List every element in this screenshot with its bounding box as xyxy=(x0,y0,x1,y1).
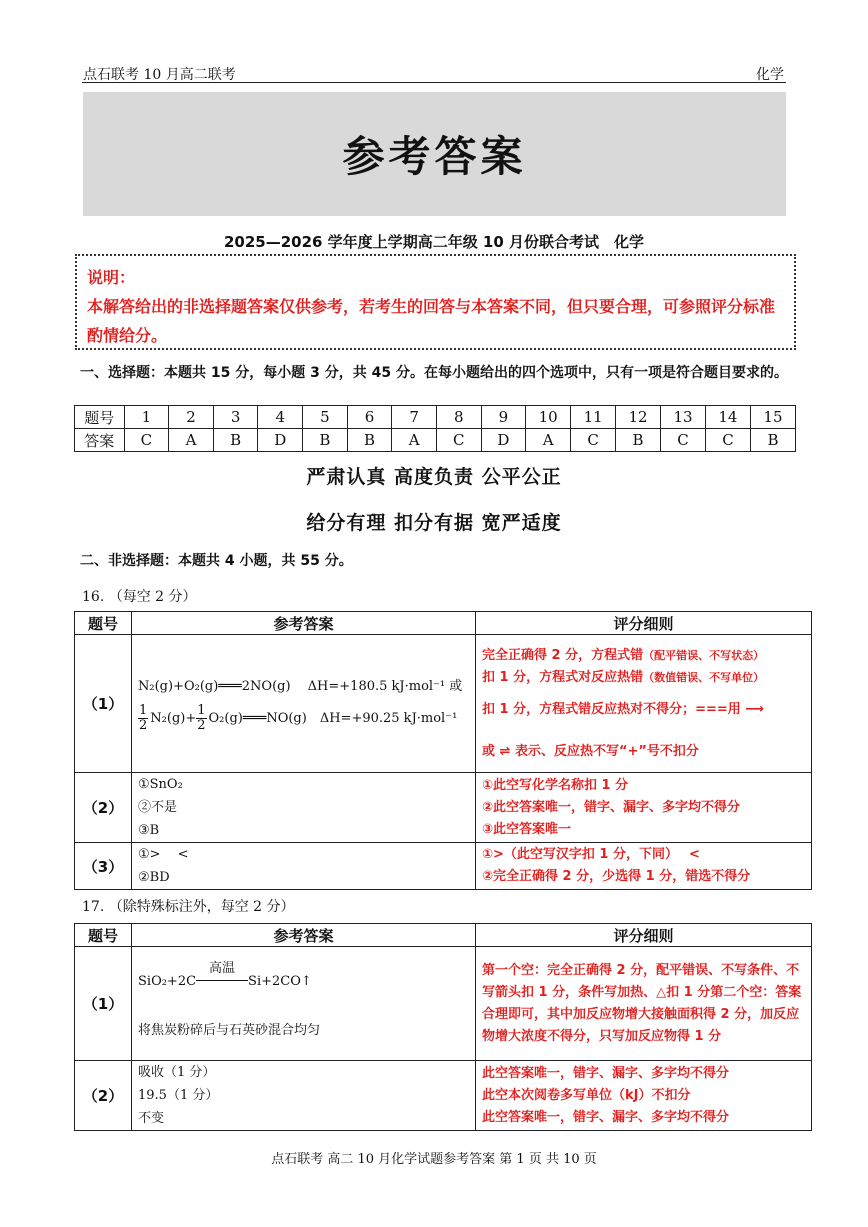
rule-cell xyxy=(476,773,812,843)
choice-answer: B xyxy=(750,429,795,452)
note-box xyxy=(75,254,796,350)
question-number: 11 xyxy=(571,406,616,429)
choice-answer: C xyxy=(436,429,481,452)
choice-answer-table xyxy=(74,405,796,452)
answer-line: ②BD xyxy=(138,870,170,885)
page-title: 参考答案 xyxy=(342,132,527,181)
header-rule: 评分细则 xyxy=(476,924,812,947)
question-number: 6 xyxy=(347,406,392,429)
question-number: 7 xyxy=(392,406,437,429)
equation-1: N₂(g)+O₂(g)═══2NO(g) ΔH=+180.5 kJ·mol⁻¹ 或 xyxy=(138,678,463,694)
choice-answer: B xyxy=(213,429,258,452)
answer-cell xyxy=(132,1061,476,1131)
header-left: 点石联考 10 月高二联考 xyxy=(83,67,236,83)
answer-line: ①> < xyxy=(138,847,189,862)
table-header-row xyxy=(75,612,812,635)
answer-line: 将焦炭粉碎后与石英砂混合均匀 xyxy=(138,1022,321,1038)
choice-answer: A xyxy=(526,429,571,452)
question-number: 12 xyxy=(616,406,661,429)
sub-question-number: （1） xyxy=(75,947,132,1061)
rule-line: 此空答案唯一，错字、漏字、多字均不得分 xyxy=(482,1109,730,1125)
choice-answer: A xyxy=(169,429,214,452)
question-number: 5 xyxy=(303,406,348,429)
choice-answer: D xyxy=(258,429,303,452)
rule-line: 或 ⇌ 表示、反应热不写“+”号不扣分 xyxy=(482,743,699,759)
choice-answer: B xyxy=(616,429,661,452)
sub-question-number: （2） xyxy=(75,1061,132,1131)
answer-line: ③B xyxy=(138,823,160,838)
exam-subtitle: 2025—2026 学年度上学期高二年级 10 月份联合考试 化学 xyxy=(223,233,645,251)
table-header-row xyxy=(75,924,812,947)
q16-table xyxy=(74,611,812,890)
rule-cell: 第一个空：完全正确得 2 分，配平错误、不写条件、不写箭头扣 1 分，条件写加热、△扣 1 分第二个空：答案合理即可，其中加反应物增大接触面积得 2 分，加反应物增大浓度不得分，只写加反应物得 1 分 xyxy=(476,947,812,1061)
note-text: 本解答给出的非选择题答案仅供参考，若考生的回答与本答案不同，但只要合理，可参照评分标准酌情给分。 xyxy=(87,297,776,345)
question-number: 9 xyxy=(481,406,526,429)
choice-answer: D xyxy=(481,429,526,452)
answer-line: 19.5（1 分） xyxy=(138,1088,219,1103)
rule-cell xyxy=(476,635,812,773)
row-label: 答案 xyxy=(75,429,125,452)
question-number: 13 xyxy=(661,406,706,429)
page-footer: 点石联考 高二 10 月化学试题参考答案 第 1 页 共 10 页 xyxy=(271,1152,597,1167)
fraction-half: $\frac{1}{2}$ xyxy=(139,702,148,733)
sub-question-number: （1） xyxy=(75,635,132,773)
question-number: 4 xyxy=(258,406,303,429)
rule-line: 此空本次阅卷多写单位（kJ）不扣分 xyxy=(482,1087,691,1103)
answer-cell xyxy=(132,843,476,890)
answer-cell xyxy=(132,773,476,843)
rule-line: 此空答案唯一，错字、漏字、多字均不得分 xyxy=(482,1065,730,1081)
choice-answer: B xyxy=(303,429,348,452)
header-answer: 参考答案 xyxy=(132,924,476,947)
choice-answer: A xyxy=(392,429,437,452)
section1-intro: 一、选择题：本题共 15 分，每小题 3 分，共 45 分。在每小题给出的四个选项中，只有一项是符合题目要求的。 xyxy=(80,365,788,381)
title-band xyxy=(83,92,786,216)
slogan-2: 给分有理 扣分有据 宽严适度 xyxy=(306,512,562,534)
question-number: 1 xyxy=(124,406,169,429)
choice-answer: C xyxy=(571,429,616,452)
slogan-1: 严肃认真 高度负责 公平公正 xyxy=(306,466,562,488)
q17-heading: 17. （除特殊标注外，每空 2 分） xyxy=(82,899,295,915)
number-row xyxy=(75,406,796,429)
equation-sio2: SiO₂+2C 高温 Si+2CO↑ xyxy=(138,960,312,989)
rule-line: ②完全正确得 2 分，少选得 1 分，错选不得分 xyxy=(482,869,751,884)
answer-line: ②不是 xyxy=(138,800,178,815)
rule-cell xyxy=(476,843,812,890)
question-number: 2 xyxy=(169,406,214,429)
fraction-half: $\frac{1}{2}$ xyxy=(197,702,206,733)
header-qnum: 题号 xyxy=(75,612,132,635)
header-right: 化学 xyxy=(756,67,784,83)
rule-line: 扣 1 分，方程式错反应热对不得分；===用 ⟶ xyxy=(482,701,764,717)
q16-heading: 16. （每空 2 分） xyxy=(82,589,197,605)
rule-line: ①>（此空写汉字扣 1 分，下同） < xyxy=(482,847,700,862)
rule-line: ①此空写化学名称扣 1 分 xyxy=(482,777,629,793)
question-number: 10 xyxy=(526,406,571,429)
question-number: 15 xyxy=(750,406,795,429)
header-qnum: 题号 xyxy=(75,924,132,947)
rule-line: 完全正确得 2 分，方程式错（配平错误、不写状态） xyxy=(482,647,765,663)
q17-table xyxy=(74,923,812,1131)
equation-2: $\frac{1}{2}$ N₂(g)+ $\frac{1}{2}$ O₂(g)═══NO(g) ΔH=+90.25 kJ·mol⁻¹ xyxy=(139,702,458,733)
answer-line: ①SnO₂ xyxy=(138,777,183,792)
rule-line: ③此空答案唯一 xyxy=(482,821,572,837)
choice-answer: B xyxy=(347,429,392,452)
choice-answer: C xyxy=(705,429,750,452)
rule-line: 扣 1 分，方程式对反应热错（数值错误、不写单位） xyxy=(482,669,765,685)
answer-line: 吸收（1 分） xyxy=(138,1065,216,1080)
table-row xyxy=(75,1061,812,1131)
sub-question-number: （3） xyxy=(75,843,132,890)
section2-intro: 二、非选择题：本题共 4 小题，共 55 分。 xyxy=(80,553,353,569)
table-row xyxy=(75,635,812,773)
answer-cell xyxy=(132,635,476,773)
header-rule: 评分细则 xyxy=(476,612,812,635)
answer-cell xyxy=(132,947,476,1061)
header-answer: 参考答案 xyxy=(132,612,476,635)
choice-answer: C xyxy=(124,429,169,452)
choice-answer: C xyxy=(661,429,706,452)
table-row xyxy=(75,773,812,843)
sub-question-number: （2） xyxy=(75,773,132,843)
header-rule xyxy=(82,82,786,83)
answer-line: 不变 xyxy=(138,1111,165,1126)
question-number: 8 xyxy=(436,406,481,429)
answer-row xyxy=(75,429,796,452)
rule-cell xyxy=(476,1061,812,1131)
table-row xyxy=(75,843,812,890)
row-label: 题号 xyxy=(75,406,125,429)
question-number: 14 xyxy=(705,406,750,429)
table-row xyxy=(75,947,812,1061)
condition-arrow: 高温 xyxy=(196,972,248,985)
note-heading: 说明： xyxy=(87,268,136,287)
rule-line: ②此空答案唯一，错字、漏字、多字均不得分 xyxy=(482,799,741,815)
question-number: 3 xyxy=(213,406,258,429)
